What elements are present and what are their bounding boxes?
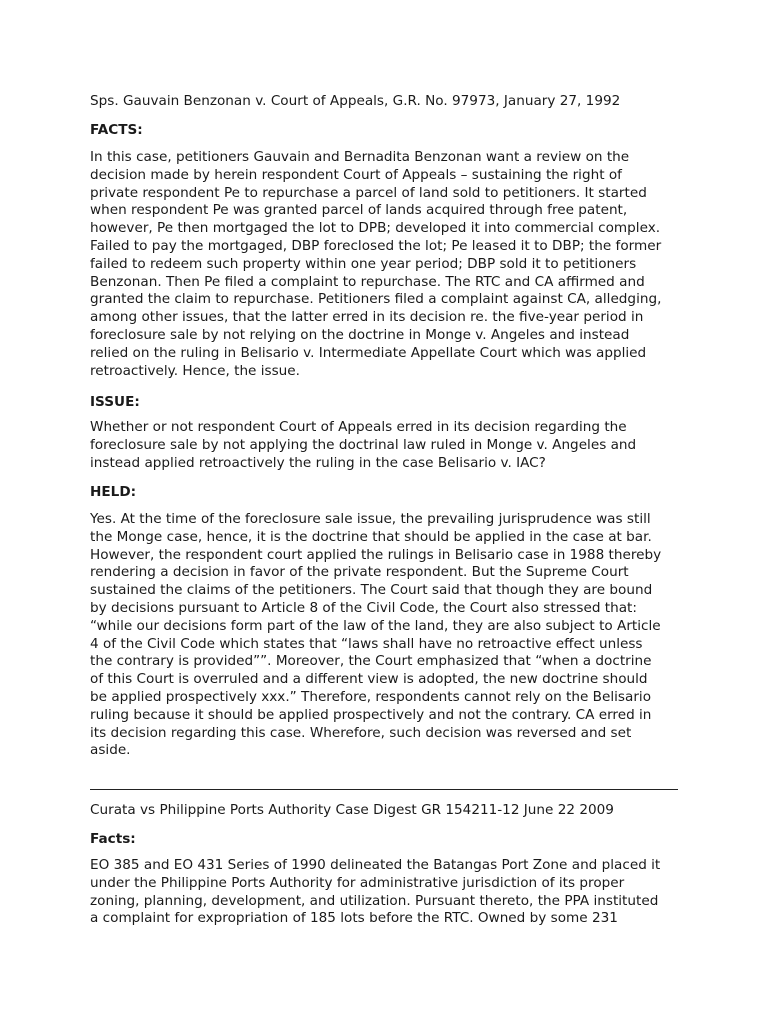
paragraph-line: Yes. At the time of the foreclosure sale issue, the prevailing jurisprudence was still xyxy=(90,511,651,527)
paragraph-line: private respondent Pe to repurchase a parcel of land sold to petitioners. It started xyxy=(90,184,647,201)
paragraph-line: instead applied retroactively the ruling in the case Belisario v. IAC? xyxy=(90,454,546,471)
case1-held-paragraph xyxy=(90,511,690,760)
paragraph-line: a complaint for expropriation of 185 lots before the RTC. Owned by some 231 xyxy=(90,910,618,927)
paragraph-line: retroactively. Hence, the issue. xyxy=(90,362,300,379)
case2-facts-heading: Facts: xyxy=(90,831,136,847)
case1-facts-paragraph xyxy=(90,149,690,380)
case2-title: Curata vs Philippine Ports Authority Case Digest GR 154211-12 June 22 2009 xyxy=(90,802,614,818)
paragraph-line: of this Court is overruled and a different view is adopted, the new doctrine should xyxy=(90,671,648,688)
section-divider xyxy=(90,789,678,790)
paragraph-line: Whether or not respondent Court of Appeals erred in its decision regarding the xyxy=(90,419,627,435)
paragraph-line: ruling because it should be applied prospectively and not the contrary. CA erred in xyxy=(90,706,652,723)
case1-issue-paragraph xyxy=(90,419,690,472)
paragraph-line: the Monge case, hence, it is the doctrine that should be applied in the case at bar. xyxy=(90,528,652,545)
paragraph-line: rendering a decision in favor of the private respondent. But the Supreme Court xyxy=(90,564,629,581)
paragraph-line: Failed to pay the mortgaged, DBP foreclosed the lot; Pe leased it to DBP; the former xyxy=(90,237,662,254)
paragraph-line: foreclosure sale by not relying on the doctrine in Monge v. Angeles and instead xyxy=(90,326,630,343)
paragraph-line: its decision regarding this case. Wherefore, such decision was reversed and set xyxy=(90,724,632,741)
paragraph-line: sustained the claims of the petitioners. The Court said that though they are bound xyxy=(90,582,653,599)
paragraph-line: be applied prospectively xxx.” Therefore, respondents cannot rely on the Belisario xyxy=(90,688,652,705)
case1-issue-heading: ISSUE: xyxy=(90,394,140,410)
paragraph-line: when respondent Pe was granted parcel of lands acquired through free patent, xyxy=(90,202,628,219)
paragraph-line: Benzonan. Then Pe filed a complaint to repurchase. The RTC and CA affirmed and xyxy=(90,273,645,290)
case1-held-heading: HELD: xyxy=(90,484,137,500)
paragraph-line: failed to redeem such property within one year period; DBP sold it to petitioners xyxy=(90,255,637,272)
paragraph-line: however, Pe then mortgaged the lot to DPB; developed it into commercial complex. xyxy=(90,220,661,237)
paragraph-line: among other issues, that the latter erred in its decision re. the five-year period in xyxy=(90,309,644,326)
paragraph-line: 4 of the Civil Code which states that “laws shall have no retroactive effect unless xyxy=(90,635,643,652)
paragraph-line: relied on the ruling in Belisario v. Intermediate Appellate Court which was applied xyxy=(90,344,647,361)
paragraph-line: under the Philippine Ports Authority for administrative jurisdiction of its proper xyxy=(90,874,625,891)
paragraph-line: granted the claim to repurchase. Petitioners filed a complaint against CA, alledging, xyxy=(90,291,662,308)
case1-facts-heading: FACTS: xyxy=(90,122,143,138)
paragraph-line: “while our decisions form part of the law of the land, they are also subject to Article xyxy=(90,617,661,634)
case1-title: Sps. Gauvain Benzonan v. Court of Appeals, G.R. No. 97973, January 27, 1992 xyxy=(90,93,621,109)
paragraph-line: However, the respondent court applied the rulings in Belisario case in 1988 thereby xyxy=(90,546,662,563)
case2-facts-paragraph xyxy=(90,857,690,928)
paragraph-line: EO 385 and EO 431 Series of 1990 delineated the Batangas Port Zone and placed it xyxy=(90,857,661,873)
paragraph-line: decision made by herein respondent Court of Appeals – sustaining the right of xyxy=(90,166,622,183)
paragraph-line: aside. xyxy=(90,742,131,759)
paragraph-line: In this case, petitioners Gauvain and Bernadita Benzonan want a review on the xyxy=(90,149,630,165)
paragraph-line: the contrary is provided””. Moreover, the Court emphasized that “when a doctrine xyxy=(90,653,652,670)
paragraph-line: zoning, planning, development, and utilization. Pursuant thereto, the PPA instituted xyxy=(90,892,659,909)
paragraph-line: foreclosure sale by not applying the doctrinal law ruled in Monge v. Angeles and xyxy=(90,436,637,453)
paragraph-line: by decisions pursuant to Article 8 of the Civil Code, the Court also stressed that: xyxy=(90,599,637,616)
